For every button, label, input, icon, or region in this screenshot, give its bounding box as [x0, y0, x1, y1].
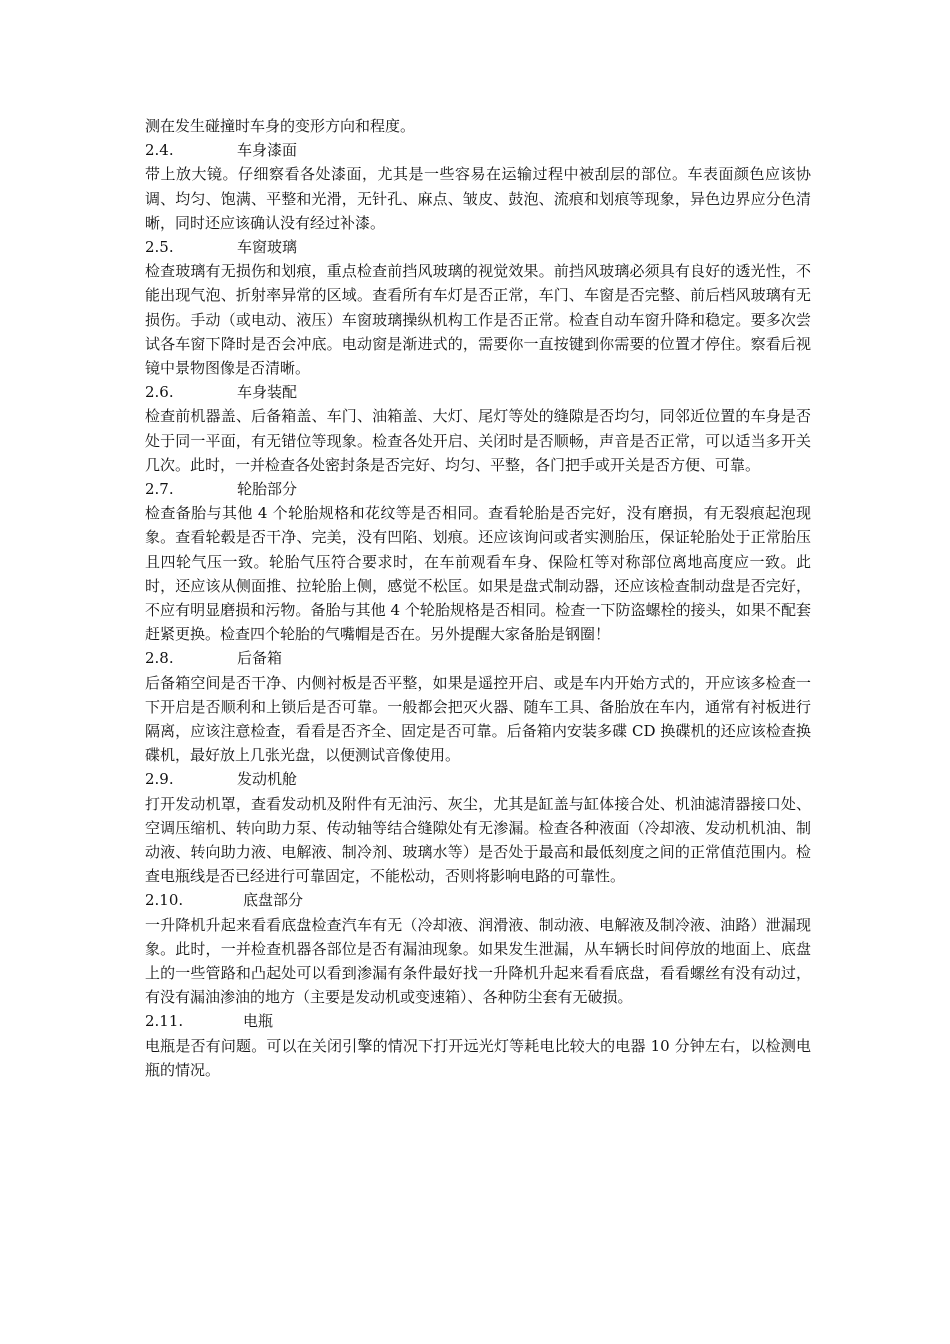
section-body-2-9: 打开发动机罩，查看发动机及附件有无油污、灰尘，尤其是缸盖与缸体接合处、机油滤清器接口处、空调压缩机、转向助力泵、传动轴等结合缝隙处有无渗漏。检查各种液面（冷却液、发动机机油、制动液、转向助力液、电解液、制冷剂、玻璃水等）是否处于最高和最低刻度之间的正常值范围内。检查电瓶线是否已经进行可靠固定，不能松动，否则将影响电路的可靠性。: [145, 794, 811, 886]
section-number: 2.11.: [145, 1012, 184, 1031]
section-body-2-5: 检查玻璃有无损伤和划痕，重点检查前挡风玻璃的视觉效果。前挡风玻璃必须具有良好的透光性，不能出现气泡、折射率异常的区域。查看所有车灯是否正常，车门、车窗是否完整、前后档风玻璃有无损伤。手动（或电动、液压）车窗玻璃操纵机构工作是否正常。检查自动车窗升降和稳定。要多次尝试各车窗下降时是否会冲底。电动窗是渐进式的，需要你一直按键到你需要的位置才停住。察看后视镜中景物图像是否清晰。: [145, 262, 811, 377]
section-heading-2-9: [145, 767, 811, 791]
section-title: 电瓶: [243, 1012, 274, 1031]
section-body-2-6: 检查前机器盖、后备箱盖、车门、油箱盖、大灯、尾灯等处的缝隙是否均匀，同邻近位置的车身是否处于同一平面，有无错位等现象。检查各处开启、关闭时是否顺畅，声音是否正常，可以适当多开关几次。此时，一并检查各处密封条是否完好、均匀、平整，各门把手或开关是否方便、可靠。: [145, 407, 811, 474]
intro-paragraph: 测在发生碰撞时车身的变形方向和程度。: [145, 117, 416, 135]
section-title: 底盘部分: [243, 891, 304, 910]
section-body-2-11: 电瓶是否有问题。可以在关闭引擎的情况下打开远光灯等耗电比较大的电器 10 分钟左右，以检测电瓶的情况。: [145, 1036, 811, 1079]
section-heading-2-4: [145, 138, 811, 162]
section-number: 2.5.: [145, 238, 174, 256]
section-number: 2.4.: [145, 141, 174, 160]
section-number: 2.8.: [145, 649, 174, 668]
section-number: 2.7.: [145, 480, 174, 498]
section-body-2-10: 一升降机升起来看看底盘检查汽车有无（冷却液、润滑液、制动液、电解液及制冷液、油路）泄漏现象。此时，一并检查机器各部位是否有漏油现象。如果发生泄漏，从车辆长时间停放的地面上、底盘上的一些管路和凸起处可以看到渗漏有条件最好找一升降机升起来看看底盘，看看螺丝有没有动过，有没有漏油渗油的地方（主要是发动机或变速箱）、各种防尘套有无破损。: [145, 915, 811, 1007]
section-body-2-7: 检查备胎与其他 4 个轮胎规格和花纹等是否相同。查看轮胎是否完好，没有磨损，有无裂痕起泡现象。查看轮毂是否干净、完美，没有凹陷、划痕。还应该询问或者实测胎压，保证轮胎处于正常胎压且四轮气压一致。轮胎气压符合要求时，在车前观看车身、保险杠等对称部位离地高度应一致。此时，还应该从侧面推、拉轮胎上侧，感觉不松匡。如果是盘式制动器，还应该检查制动盘是否完好，不应有明显磨损和污物。备胎与其他 4 个轮胎规格是否相同。检查一下防盗螺栓的接头，如果不配套赶紧更换。检查四个轮胎的气嘴帽是否在。另外提醒大家备胎是钢圈！: [145, 504, 811, 644]
document-page: [145, 114, 811, 1082]
section-title: 车身漆面: [237, 141, 298, 160]
section-title: 车身装配: [237, 383, 298, 402]
section-number: 2.10.: [145, 891, 184, 910]
section-heading-2-11: [145, 1009, 811, 1033]
section-number: 2.6.: [145, 383, 174, 402]
section-number: 2.9.: [145, 770, 174, 789]
section-heading-2-10: [145, 888, 811, 912]
section-title: 发动机舱: [237, 770, 298, 789]
section-body-2-4: 带上放大镜。仔细察看各处漆面，尤其是一些容易在运输过程中被刮层的部位。车表面颜色应该协调、均匀、饱满、平整和光滑，无针孔、麻点、皱皮、鼓泡、流痕和划痕等现象，异色边界应分色清晰，同时还应该确认没有经过补漆。: [145, 165, 811, 232]
section-title: 车窗玻璃: [237, 238, 298, 256]
section-body-2-8: 后备箱空间是否干净、内侧衬板是否平整，如果是遥控开启、或是车内开始方式的，开应该多检查一下开启是否顺利和上锁后是否可靠。一般都会把灭火器、随车工具、备胎放在车内，通常有衬板进行隔离，应该注意检查，看看是否齐全、固定是否可靠。后备箱内安装多碟 CD 换碟机的还应该检查换碟机，最好放上几张光盘，以便测试音像使用。: [145, 673, 811, 765]
section-heading-2-8: [145, 646, 811, 670]
section-heading-2-5: [145, 235, 811, 259]
section-title: 后备箱: [237, 649, 283, 668]
section-title: 轮胎部分: [237, 480, 298, 498]
section-heading-2-6: [145, 380, 811, 404]
section-heading-2-7: [145, 477, 811, 501]
